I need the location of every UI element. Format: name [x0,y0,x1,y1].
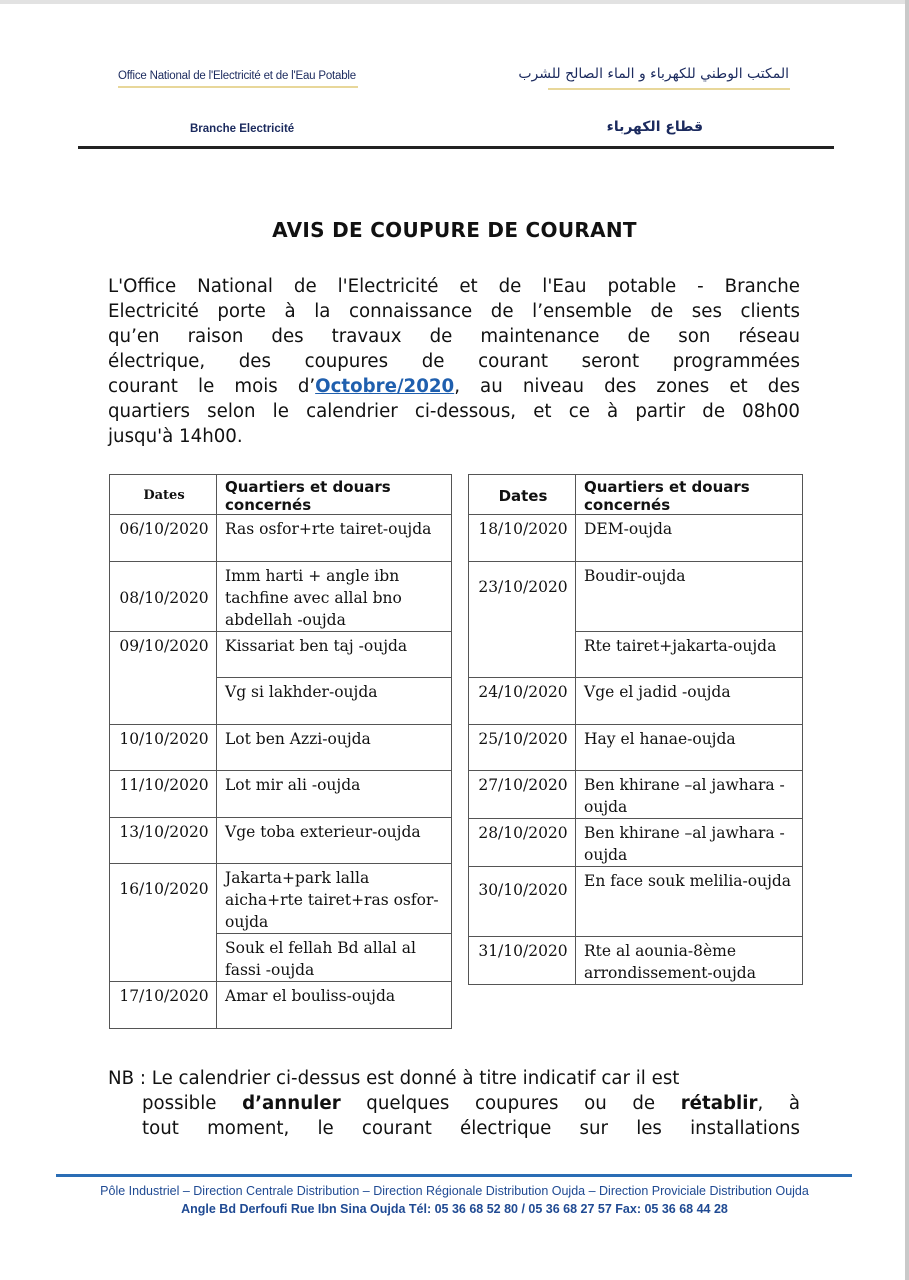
cell-quartier: Amar el bouliss-oujda [217,982,452,1029]
nb-line: NB : Le calendrier ci-dessus est donné à titre indicatif car il est [108,1068,680,1089]
footer-divider [56,1174,852,1177]
cell-quartier: Hay el hanae-oujda [576,725,803,771]
cell-date: 30/10/2020 [469,867,576,937]
cell-date: 10/10/2020 [110,725,217,771]
intro-text: courant le mois d’ [108,376,316,397]
table-row [110,632,452,678]
nb-emphasis: d’annuler [242,1093,341,1114]
table-row [110,562,452,632]
table-row [469,867,803,937]
cell-quartier: Lot ben Azzi-oujda [217,725,452,771]
intro-paragraph [108,274,800,449]
cell-date: 24/10/2020 [469,678,576,725]
cell-quartier: DEM-oujda [576,515,803,562]
cell-quartier: Imm harti + angle ibn tachfine avec allal bno abdellah -oujda [217,562,452,632]
page-title: AVIS DE COUPURE DE COURANT [272,218,637,242]
intro-line: L'Office National de l'Electricité et de l'Eau potable - Branche [108,276,800,297]
table-row [110,771,452,818]
cell-quartier: Rte tairet+jakarta-oujda [576,632,803,678]
header-branch-fr: Branche Electricité [190,123,295,135]
nb-line: tout moment, le courant électrique sur les installations [142,1118,800,1139]
nb-note [108,1066,800,1141]
intro-line: jusqu'à 14h00. [108,426,243,447]
cell-quartier: Boudir-oujda [576,562,803,632]
table-row [110,864,452,934]
cell-date: 16/10/2020 [110,864,217,982]
table-row [469,515,803,562]
header-ar-underline [548,88,790,90]
cell-quartier: Rte al aounia-8ème arrondissement-oujda [576,937,803,985]
header-org-ar: المكتب الوطني للكهرباء و الماء الصالح للشرب [518,66,789,82]
header-dates: Dates [110,475,217,515]
cell-quartier: Kissariat ben taj -oujda [217,632,452,678]
intro-text: , au niveau des zones et des [454,376,800,397]
table-header-row [469,475,803,515]
cell-quartier: Vge toba exterieur-oujda [217,818,452,864]
nb-text: , à [757,1093,800,1114]
cell-quartier: Souk el fellah Bd allal al fassi -oujda [217,934,452,982]
intro-line [108,374,800,399]
intro-line: Electricité porte à la connaissance de l’ensemble de ses clients [108,301,800,322]
header-fr-underline [118,86,358,88]
cell-quartier: Ben khirane –al jawhara -oujda [576,771,803,819]
cell-date: 11/10/2020 [110,771,217,818]
cell-date: 23/10/2020 [469,562,576,678]
intro-line: qu’en raison des travaux de maintenance de son réseau [108,326,800,347]
table-row [110,982,452,1029]
intro-line: quartiers selon le calendrier ci-dessous, et ce à partir de 08h00 [108,401,800,422]
cell-date: 13/10/2020 [110,818,217,864]
header-quartiers: Quartiers et douars concernés [576,475,803,515]
footer-line-2: Angle Bd Derfoufi Rue Ibn Sina Oujda Tél: 05 36 68 52 80 / 05 36 68 27 57 Fax: 05 36 68 44 28 [181,1202,728,1216]
cell-date: 28/10/2020 [469,819,576,867]
cell-date: 18/10/2020 [469,515,576,562]
page-top-edge [0,0,909,4]
table-row [110,818,452,864]
table-row [469,819,803,867]
table-row [469,562,803,632]
table-header-row [110,475,452,515]
nb-text: possible [142,1093,243,1114]
nb-emphasis: rétablir [680,1093,758,1114]
table-row [469,725,803,771]
schedule-table-left [109,474,452,1029]
table-row [469,937,803,985]
cell-quartier: Lot mir ali -oujda [217,771,452,818]
cell-date: 27/10/2020 [469,771,576,819]
header-divider [78,146,834,149]
cell-quartier: Ras osfor+rte tairet-oujda [217,515,452,562]
schedule-table-right [468,474,803,985]
cell-date: 09/10/2020 [110,632,217,725]
cell-date: 31/10/2020 [469,937,576,985]
table-row [110,725,452,771]
header-quartiers: Quartiers et douars concernés [217,475,452,515]
page-right-edge [905,0,909,1280]
cell-date: 25/10/2020 [469,725,576,771]
cell-quartier: Vg si lakhder-oujda [217,678,452,725]
table-row [110,515,452,562]
header-dates: Dates [469,475,576,515]
month-highlight: Octobre/2020 [315,376,455,397]
cell-quartier: Ben khirane –al jawhara -oujda [576,819,803,867]
cell-date: 08/10/2020 [110,562,217,632]
cell-quartier: Jakarta+park lalla aicha+rte tairet+ras osfor-oujda [217,864,452,934]
cell-date: 06/10/2020 [110,515,217,562]
header-branch-ar: قطاع الكهرباء [606,119,703,135]
nb-line [108,1091,800,1116]
intro-line: électrique, des coupures de courant seront programmées [108,351,800,372]
cell-quartier: Vge el jadid -oujda [576,678,803,725]
footer-line-1: Pôle Industriel – Direction Centrale Distribution – Direction Régionale Distribution Oujda – Direction Proviciale Distribution Oujda [100,1184,809,1198]
table-row [469,771,803,819]
table-row [469,678,803,725]
header-org-fr: Office National de l'Electricité et de l'Eau Potable [118,70,356,82]
cell-date: 17/10/2020 [110,982,217,1029]
cell-quartier: En face souk melilia-oujda [576,867,803,937]
nb-text: quelques coupures ou de [340,1093,681,1114]
